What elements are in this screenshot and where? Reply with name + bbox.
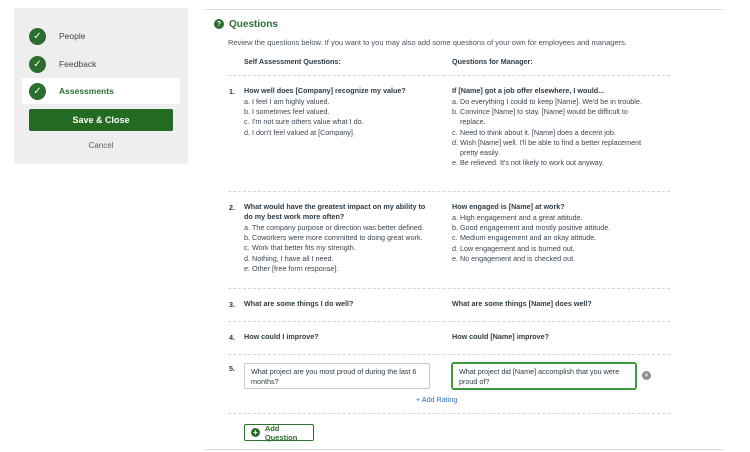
option-item: a. I feel I am highly valued. xyxy=(244,97,330,106)
divider xyxy=(228,413,670,414)
option-list xyxy=(452,97,642,168)
option-item: b. Coworkers were more committed to doing great work. xyxy=(244,233,423,243)
self-question-4 xyxy=(244,332,440,342)
check-icon: ✓ xyxy=(29,83,46,100)
add-rating-link[interactable]: + Add Rating xyxy=(416,395,458,404)
check-icon: ✓ xyxy=(29,56,46,73)
manager-question-1 xyxy=(452,86,642,168)
question-text: How could I improve? xyxy=(244,332,319,341)
option-item: b. Convince [Name] to stay. [Name] would be difficult to replace. xyxy=(452,107,628,127)
step-feedback[interactable] xyxy=(22,51,180,77)
step-label: Assessments xyxy=(59,86,114,96)
manager-questions-header: Questions for Manager: xyxy=(452,57,533,66)
step-assessments[interactable] xyxy=(22,78,180,104)
divider xyxy=(228,191,670,192)
self-question-2 xyxy=(244,202,436,274)
question-number: 5. xyxy=(229,364,235,373)
manager-question-4 xyxy=(452,332,648,342)
option-item: d. Wish [Name] well. I'll be able to find a better replacement pretty easily. xyxy=(452,137,642,158)
self-question-3 xyxy=(244,299,440,309)
option-item: c. Work that better fits my strength. xyxy=(244,243,356,253)
self-question-1 xyxy=(244,86,440,138)
question-text: How well does [Company] recognize my value? xyxy=(244,86,406,95)
option-item: c. Medium engagement and an okay attitude. xyxy=(452,233,597,243)
step-label: People xyxy=(59,31,86,41)
option-item: a. Do everything I could to keep [Name]. We'd be in trouble. xyxy=(452,97,642,106)
option-item: e. Be relieved. It's not likely to work out anyway. xyxy=(452,158,604,168)
divider xyxy=(228,75,670,76)
option-list xyxy=(244,223,436,274)
check-icon: ✓ xyxy=(29,28,46,45)
manager-question-2 xyxy=(452,202,652,264)
divider xyxy=(204,9,724,10)
option-item: a. The company purpose or direction was better defined. xyxy=(244,223,424,232)
section-title: Questions xyxy=(229,19,278,30)
question-number: 3. xyxy=(229,300,235,309)
option-list xyxy=(244,97,440,138)
manager-question-input[interactable]: What project did [Name] accomplish that you were proud of? xyxy=(452,363,636,389)
question-text: How could [Name] improve? xyxy=(452,332,550,341)
add-question-label: Add Question xyxy=(264,423,298,442)
remove-question-icon[interactable]: ✕ xyxy=(643,373,650,379)
question-number: 1. xyxy=(229,87,235,96)
option-item: b. I sometimes feel valued. xyxy=(244,107,330,117)
save-close-button[interactable]: Save & Close xyxy=(29,109,173,131)
question-text: What would have the greatest impact on my ability to do my best work more often? xyxy=(244,202,426,221)
option-list xyxy=(452,213,652,264)
manager-question-3 xyxy=(452,299,648,309)
question-text: How engaged is [Name] at work? xyxy=(452,202,565,211)
question-text: If [Name] got a job offer elsewhere, I would... xyxy=(452,86,605,95)
divider xyxy=(228,354,670,355)
option-item: c. I'm not sure others value what I do. xyxy=(244,117,364,127)
option-item: d. Low engagement and is burned out. xyxy=(452,243,575,253)
divider xyxy=(228,321,670,322)
option-item: d. I don't feel valued at [Company]. xyxy=(244,127,355,137)
step-people[interactable] xyxy=(22,23,180,49)
step-label: Feedback xyxy=(59,59,97,69)
option-item: a. High engagement and a great attitude. xyxy=(452,213,583,222)
add-question-button[interactable] xyxy=(244,424,314,441)
cancel-link[interactable]: Cancel xyxy=(88,141,114,150)
option-item: d. Nothing, I have all I need. xyxy=(244,253,334,263)
question-number: 4. xyxy=(229,333,235,342)
plus-circle-icon: + xyxy=(251,428,260,437)
question-text: What are some things [Name] does well? xyxy=(452,299,592,308)
self-assessment-header: Self Assessment Questions: xyxy=(244,57,341,66)
option-item: b. Good engagement and mostly positive attitude. xyxy=(452,223,611,233)
self-question-input[interactable]: What project are you most proud of during the last 6 months? xyxy=(244,363,430,389)
question-icon: ? xyxy=(214,19,224,29)
question-number: 2. xyxy=(229,203,235,212)
wizard-sidebar xyxy=(14,8,188,164)
divider xyxy=(228,288,670,289)
section-intro: Review the questions below. If you want to you may also add some questions of your own for employees and managers. xyxy=(228,38,627,47)
option-item: e. Other [free form response]. xyxy=(244,263,339,273)
option-item: e. No engagement and is checked out. xyxy=(452,253,576,263)
option-item: c. Need to think about it. [Name] does a decent job. xyxy=(452,127,616,137)
divider xyxy=(204,449,724,450)
question-text: What are some things I do well? xyxy=(244,299,354,308)
